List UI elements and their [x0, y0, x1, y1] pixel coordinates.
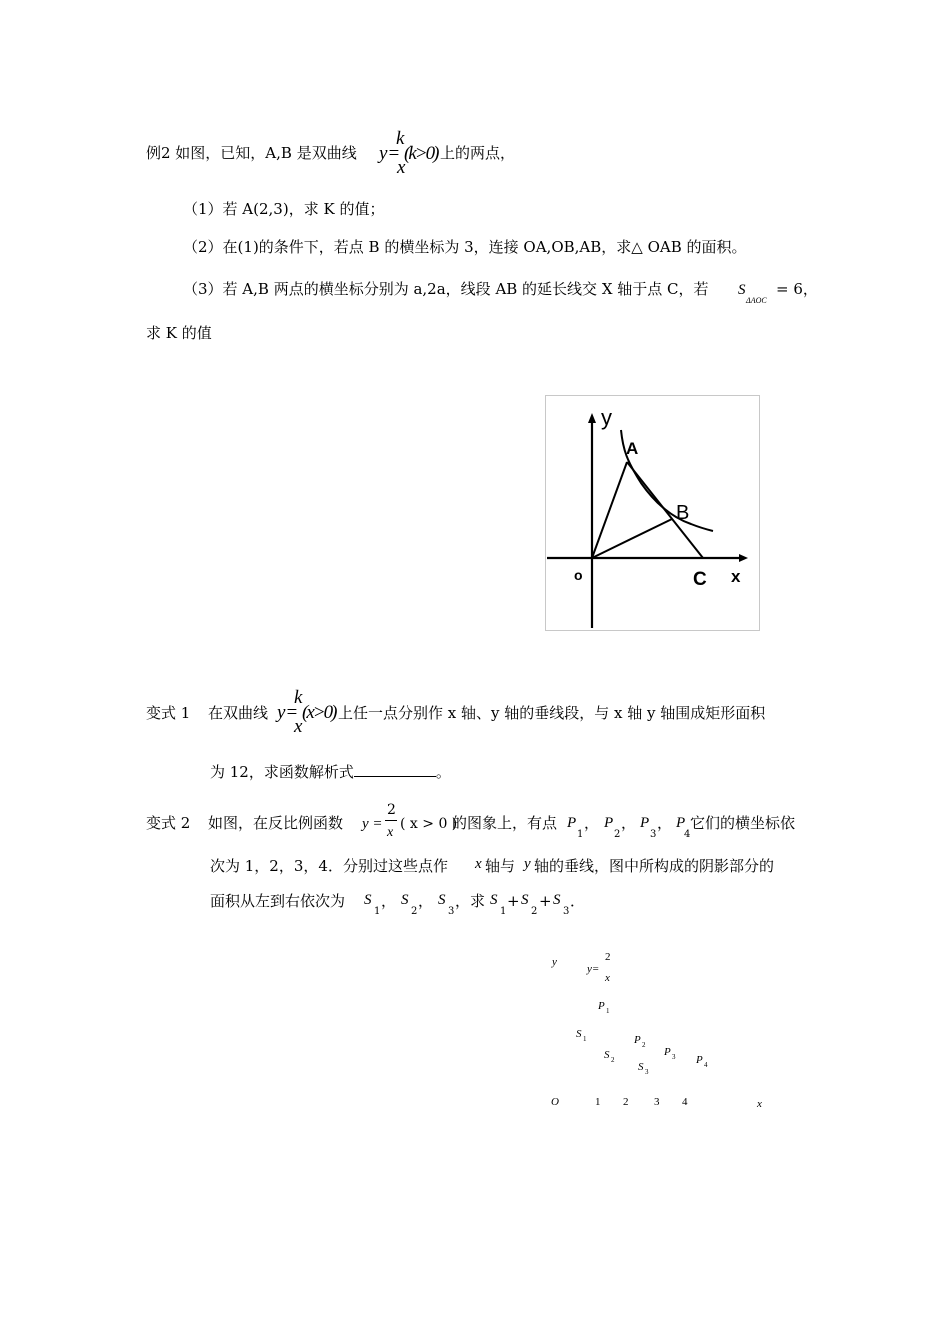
- point-p2: P: [604, 815, 614, 831]
- sum-s1: S: [490, 892, 498, 908]
- fig2-func-den: x: [605, 972, 610, 984]
- label-y: y: [601, 405, 612, 430]
- point-p1-sub: 1: [577, 829, 584, 840]
- variant-1-text-pre: 在双曲线: [208, 704, 269, 722]
- sum-s1-sub: 1: [500, 906, 507, 917]
- point-p3-sub: 3: [650, 829, 657, 840]
- variant-1-formula-k: k: [294, 687, 303, 708]
- fig2-s2-sub: 2: [611, 1056, 615, 1064]
- label-a: A: [626, 439, 639, 458]
- fig2-p3-sub: 3: [672, 1053, 676, 1061]
- area-symbol: S: [738, 282, 746, 298]
- point-p3: P: [640, 815, 650, 831]
- area-value: = 6，: [776, 280, 818, 298]
- variant-2-line1-a: 如图，在反比例函数: [208, 814, 344, 832]
- fig2-x-axis-label: x: [757, 1098, 762, 1110]
- variant-2-line2-b: 轴与: [485, 857, 516, 875]
- fig2-p4-sub: 4: [704, 1061, 708, 1069]
- area-s1-sub: 1: [374, 906, 381, 917]
- sum-s2: S: [521, 892, 529, 908]
- fig2-tick-4: 4: [682, 1096, 688, 1108]
- comma-s1: ，: [381, 892, 397, 910]
- fig2-tick-1: 1: [595, 1096, 601, 1108]
- variant-2-period: ．: [570, 892, 586, 910]
- label-o: o: [574, 567, 583, 583]
- fig2-tick-3: 3: [654, 1096, 660, 1108]
- fig2-tick-2: 2: [623, 1096, 629, 1108]
- formula-y: y=: [379, 143, 401, 164]
- question-3-line2: 求 K 的值: [146, 324, 212, 342]
- sum-s2-sub: 2: [531, 906, 538, 917]
- answer-blank: [354, 762, 436, 777]
- fig2-p1-sub: 1: [606, 1007, 610, 1015]
- area-s3-sub: 3: [448, 906, 455, 917]
- label-c: C: [693, 569, 707, 590]
- variant-2-line2-c: 轴的垂线，图中所构成的阴影部分的: [534, 857, 775, 875]
- comma-3: ，: [657, 814, 673, 832]
- area-subscript: ΔAOC: [746, 296, 767, 305]
- fig2-s2: S: [604, 1049, 610, 1061]
- fig2-p1: P: [598, 1000, 605, 1012]
- variant-2-line2-y: y: [524, 856, 531, 872]
- variant-2-func-cond: ( x > 0 ): [400, 816, 458, 832]
- area-s2-sub: 2: [411, 906, 418, 917]
- variant-1-label: 变式 1: [146, 704, 191, 722]
- variant-1-formula-y: y=: [277, 702, 299, 723]
- point-p2-sub: 2: [614, 829, 621, 840]
- question-1: （1）若 A(2,3)，求 K 的值；: [183, 200, 385, 218]
- figure-1-graph: [545, 395, 761, 633]
- variant-2-line3-b: ，求: [455, 892, 486, 910]
- variant-2-line1-b: 的图象上，有点: [452, 814, 558, 832]
- plus-1: +: [507, 892, 520, 910]
- figure-1-frame: [546, 396, 760, 631]
- label-x: x: [731, 567, 741, 586]
- question-3-text: （3）若 A,B 两点的横坐标分别为 a,2a，线段 AB 的延长线交 X 轴于点 C，若: [183, 280, 709, 298]
- variant-2-line2-x: x: [475, 856, 482, 872]
- variant-2-func-den: x: [387, 825, 394, 840]
- area-s1: S: [364, 892, 372, 908]
- comma-s2: ，: [418, 892, 434, 910]
- variant-1-line2-end: 。: [435, 763, 451, 781]
- variant-2-label: 变式 2: [146, 814, 191, 832]
- comma-1: ，: [584, 814, 600, 832]
- fraction-bar: [385, 820, 397, 821]
- variant-2-line2-a: 次为 1，2，3，4．分别过这些点作: [210, 857, 448, 875]
- fig2-s3: S: [638, 1061, 644, 1073]
- area-s2: S: [401, 892, 409, 908]
- fig2-s1-sub: 1: [583, 1035, 587, 1043]
- variant-1-text-post: 上任一点分别作 x 轴、y 轴的垂线段，与 x 轴 y 轴围成矩形面积: [338, 704, 766, 722]
- fig2-p4: P: [696, 1054, 703, 1066]
- formula-cond: (k>0): [404, 143, 438, 164]
- variant-2-func-num: 2: [387, 802, 396, 818]
- comma-2: ，: [621, 814, 637, 832]
- fig2-y-axis-label: y: [552, 956, 557, 968]
- intro-text: 例2 如图，已知，A,B 是双曲线: [146, 144, 357, 162]
- intro-tail: 上的两点，: [440, 144, 516, 162]
- area-s3: S: [438, 892, 446, 908]
- point-p1: P: [567, 815, 577, 831]
- sum-s3: S: [553, 892, 561, 908]
- plus-2: +: [539, 892, 552, 910]
- variant-1-line2-text: 为 12，求函数解析式: [210, 763, 354, 781]
- variant-1-formula-x: x: [294, 716, 303, 737]
- question-2: （2）在(1)的条件下，若点 B 的横坐标为 3，连接 OA,OB,AB，求△ OAB 的面积。: [183, 238, 747, 256]
- fig2-p3: P: [664, 1046, 671, 1058]
- formula-x: x: [397, 157, 406, 178]
- fig2-func-num: 2: [605, 951, 611, 963]
- variant-2-line3-a: 面积从左到右依次为: [210, 892, 346, 910]
- formula-k: k: [396, 128, 405, 149]
- fig2-p2: P: [634, 1034, 641, 1046]
- fig2-p2-sub: 2: [642, 1041, 646, 1049]
- label-b: B: [676, 502, 690, 524]
- fig2-origin: O: [551, 1096, 559, 1108]
- point-p4: P: [676, 815, 686, 831]
- sum-s3-sub: 3: [563, 906, 570, 917]
- fig2-s1: S: [576, 1028, 582, 1040]
- fig2-s3-sub: 3: [645, 1068, 649, 1076]
- variant-2-line1-c: 它们的横坐标依: [690, 814, 796, 832]
- variant-1-line2: [210, 762, 451, 780]
- variant-2-func-y: y =: [362, 816, 383, 832]
- variant-1-formula-cond: (x>0): [302, 702, 336, 723]
- fig2-func-y: y=: [587, 963, 600, 975]
- point-p4-sub: 4: [684, 829, 691, 840]
